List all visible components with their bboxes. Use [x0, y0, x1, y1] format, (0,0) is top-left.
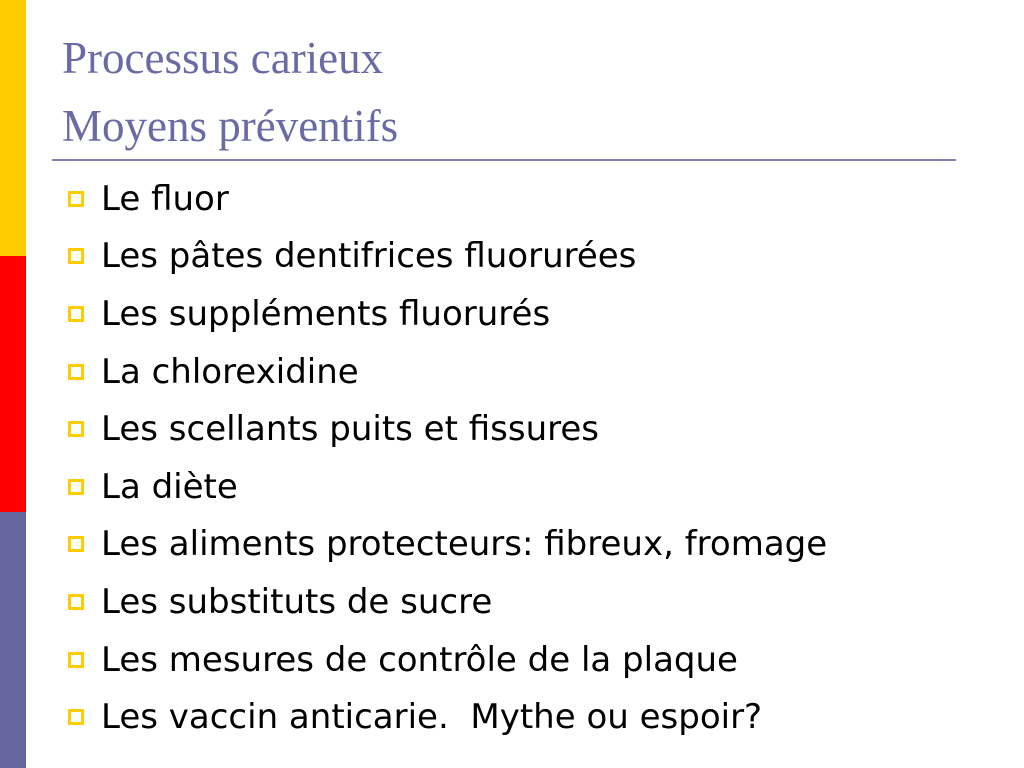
bullet-item	[64, 170, 1004, 228]
title-underline	[52, 159, 956, 161]
hollow-square-bullet-icon	[68, 709, 84, 725]
bullet-text: La diète	[101, 466, 238, 507]
bullet-text: Les pâtes dentifrices fluorurées	[101, 236, 637, 277]
bullet-item	[64, 458, 1004, 516]
bullet-item	[64, 285, 1004, 343]
bullet-text: Les mesures de contrôle de la plaque	[101, 639, 738, 680]
bullet-item	[64, 400, 1004, 458]
hollow-square-bullet-icon	[68, 191, 84, 207]
bullet-item	[64, 343, 1004, 401]
bullet-text: Les substituts de sucre	[101, 581, 493, 622]
bullet-text: Les aliments protecteurs: fibreux, fromage	[101, 524, 828, 565]
bullet-text: Le fluor	[101, 178, 229, 219]
hollow-square-bullet-icon	[68, 479, 84, 495]
hollow-square-bullet-icon	[68, 364, 84, 380]
bullet-item	[64, 631, 1004, 689]
bullet-text: Les suppléments fluorurés	[101, 293, 551, 334]
accent-bar-violet	[0, 512, 26, 768]
hollow-square-bullet-icon	[68, 421, 84, 437]
bullet-text: Les vaccin anticarie. Mythe ou espoir?	[101, 697, 763, 738]
bullet-text: Les scellants puits et fissures	[101, 409, 599, 450]
slide-title	[62, 24, 962, 160]
accent-bar-yellow	[0, 0, 26, 256]
accent-bar-red	[0, 256, 26, 512]
slide-title-line-2: Moyens préventifs	[62, 101, 399, 151]
hollow-square-bullet-icon	[68, 652, 84, 668]
hollow-square-bullet-icon	[68, 536, 84, 552]
hollow-square-bullet-icon	[68, 248, 84, 264]
bullet-item	[64, 573, 1004, 631]
hollow-square-bullet-icon	[68, 306, 84, 322]
bullet-item	[64, 688, 1004, 746]
bullet-text: La chlorexidine	[101, 351, 359, 392]
hollow-square-bullet-icon	[68, 594, 84, 610]
bullet-item	[64, 516, 1004, 574]
bullet-list	[64, 170, 1004, 746]
slide-title-line-1: Processus carieux	[62, 33, 384, 83]
bullet-item	[64, 228, 1004, 286]
